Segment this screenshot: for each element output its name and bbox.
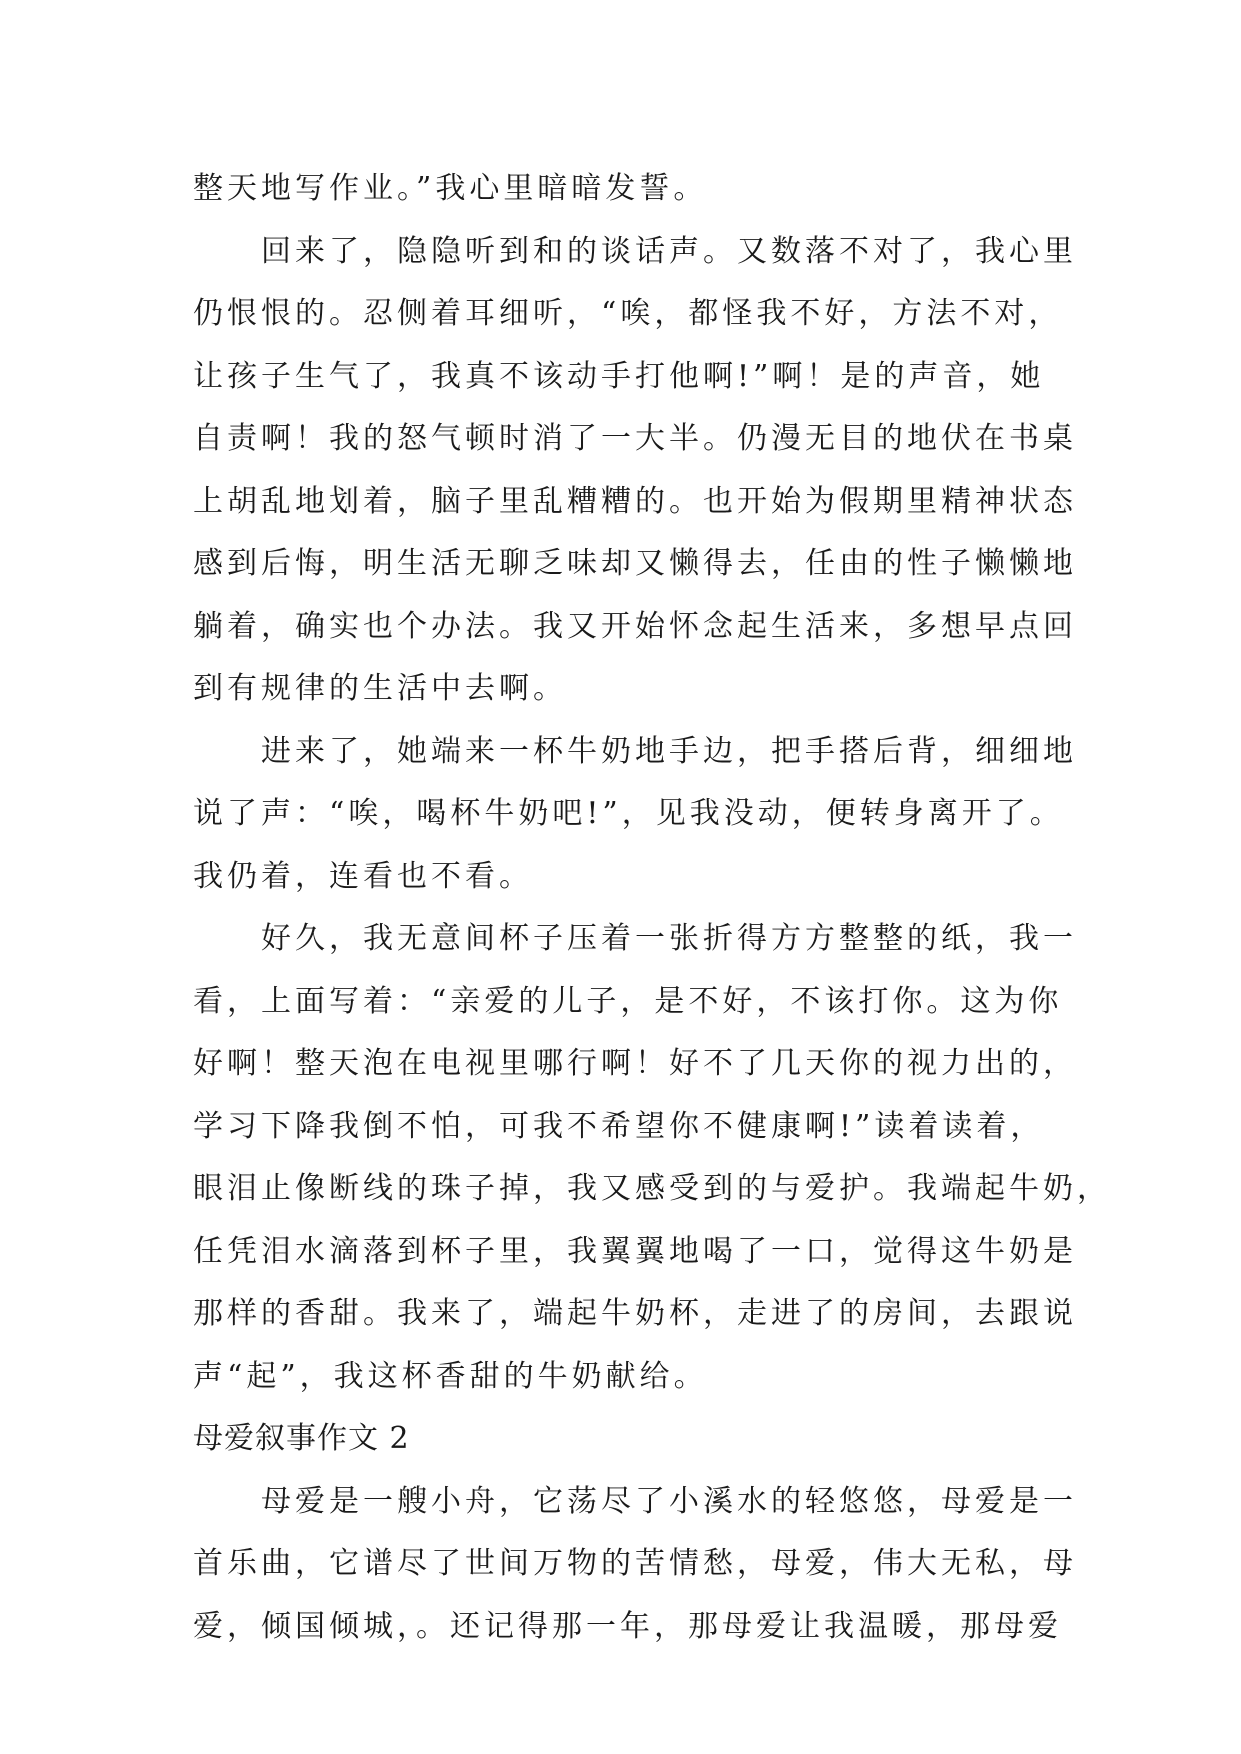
text-line: 好啊！整天泡在电视里哪行啊！好不了几天你的视力出的，	[193, 1046, 1077, 1081]
text-line: 首乐曲，它谱尽了世间万物的苦情愁，母爱，伟大无私，母	[193, 1546, 1077, 1581]
text-line: 眼泪止像断线的珠子掉，我又感受到的与爱护。我端起牛奶，	[193, 1171, 1111, 1206]
text-line: 躺着，确实也个办法。我又开始怀念起生活来，多想早点回	[193, 608, 1077, 644]
text-line: 任凭泪水滴落到杯子里，我翼翼地喝了一口，觉得这牛奶是	[193, 1233, 1077, 1269]
paragraph-first-line: 母爱是一艘小舟，它荡尽了小溪水的轻悠悠，母爱是一	[261, 1483, 1077, 1519]
text-line: 看，上面写着：“亲爱的儿子，是不好，不该打你。这为你	[193, 983, 1063, 1019]
paragraph-first-line: 进来了，她端来一杯牛奶地手边，把手搭后背，细细地	[261, 733, 1077, 769]
text-line: 我仍着，连看也不看。	[193, 858, 533, 894]
text-line: 爱，倾国倾城，。还记得那一年，那母爱让我温暖，那母爱	[193, 1608, 1062, 1644]
text-line: 仍恨恨的。忍侧着耳细听，“唉，都怪我不好，方法不对，	[193, 296, 1063, 331]
text-line: 说了声：“唉，喝杯牛奶吧!”，见我没动，便转身离开了。	[193, 796, 1064, 831]
text-line: 上胡乱地划着，脑子里乱糟糟的。也开始为假期里精神状态	[193, 483, 1077, 519]
text-line: 自责啊！我的怒气顿时消了一大半。仍漫无目的地伏在书桌	[193, 421, 1077, 456]
text-line: 学习下降我倒不怕，可我不希望你不健康啊!”读着读着，	[193, 1108, 1045, 1144]
document-page	[193, 158, 1111, 1658]
text-line: 感到后悔，明生活无聊乏味却又懒得去，任由的性子懒懒地	[193, 546, 1077, 581]
paragraph-first-line: 回来了，隐隐听到和的谈话声。又数落不对了，我心里	[261, 233, 1077, 269]
text-line: 声“起”，我这杯香甜的牛奶献给。	[193, 1358, 708, 1394]
text-line: 让孩子生气了，我真不该动手打他啊!”啊！是的声音，她	[193, 358, 1045, 394]
text-line: 那样的香甜。我来了，端起牛奶杯，走进了的房间，去跟说	[193, 1296, 1077, 1331]
text-line: 到有规律的生活中去啊。	[193, 671, 567, 706]
text-line: 整天地写作业。”我心里暗暗发誓。	[193, 171, 708, 206]
paragraph-first-line: 好久，我无意间杯子压着一张折得方方整整的纸，我一	[261, 921, 1077, 956]
section-heading: 母爱叙事作文 2	[193, 1421, 410, 1456]
